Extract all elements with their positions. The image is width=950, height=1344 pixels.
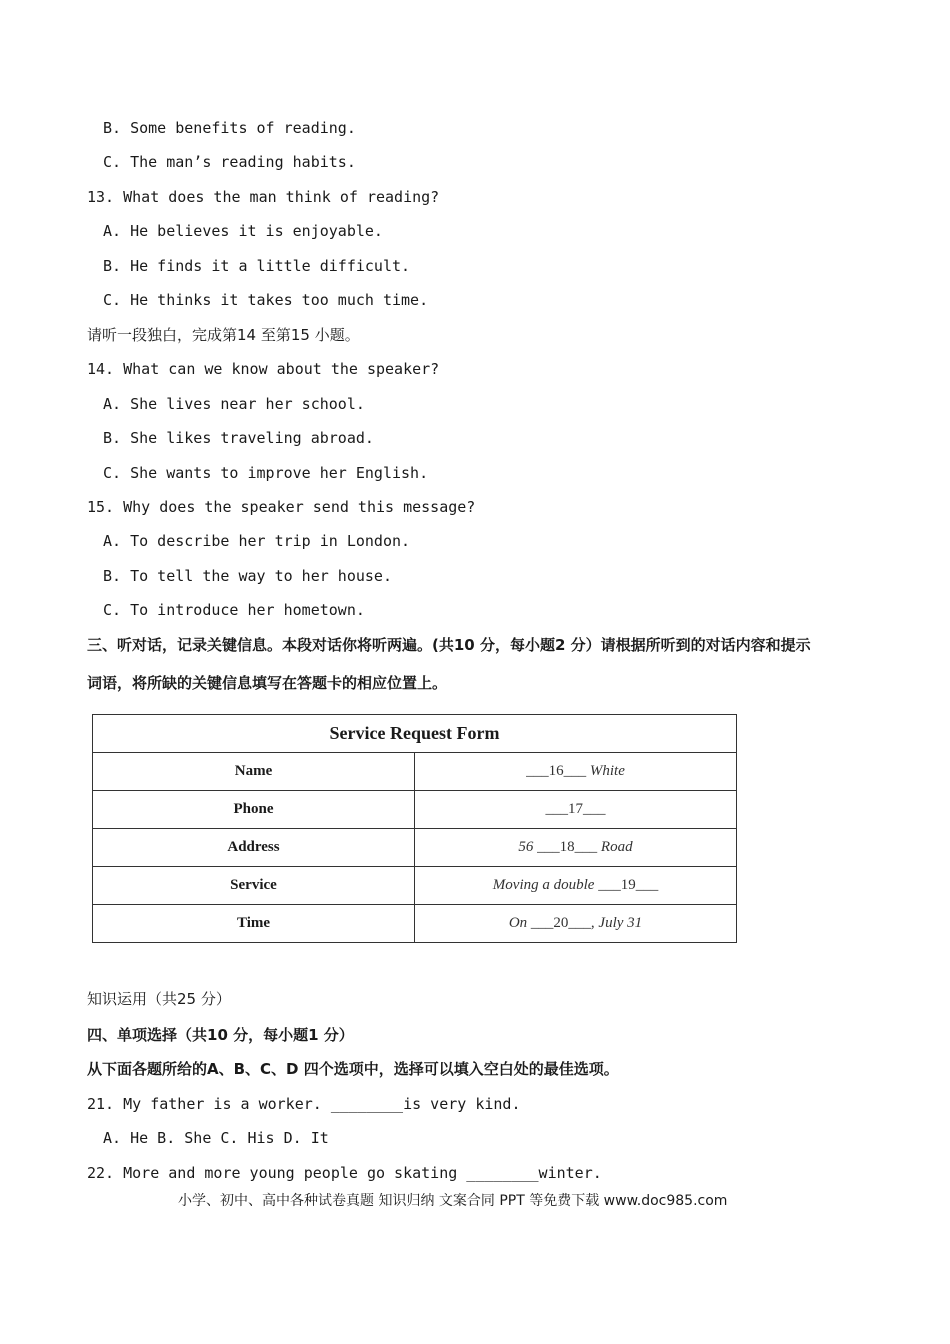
text-line: 22. More and more young people go skating ________winter.: [87, 1164, 602, 1182]
text-line: 四、单项选择（共10 分，每小题1 分）: [87, 1026, 354, 1044]
text-line: B. Some benefits of reading.: [103, 119, 356, 137]
text-line: C. To introduce her hometown.: [103, 601, 365, 619]
text-line: B. She likes traveling abroad.: [103, 429, 374, 447]
text-line: C. She wants to improve her English.: [103, 464, 429, 482]
blank-number: 16: [548, 763, 564, 779]
form-row: [93, 905, 737, 943]
form-row: [93, 867, 737, 905]
form-value: [415, 905, 737, 943]
blank-number: 18: [559, 839, 575, 855]
form-row: [93, 753, 737, 791]
form-value: [415, 753, 737, 791]
service-request-form: [92, 714, 737, 943]
text-line: 14. What can we know about the speaker?: [87, 360, 440, 378]
value-suffix: ___ Road: [574, 839, 633, 855]
form-label: Time: [93, 905, 415, 943]
value-prefix: On ___: [508, 915, 554, 931]
text-line: A. He B. She C. His D. It: [103, 1129, 329, 1147]
text-line: B. To tell the way to her house.: [103, 567, 392, 585]
value-prefix: Moving a double ___: [492, 877, 621, 893]
text-line: 从下面各题所给的A、B、C、D 四个选项中，选择可以填入空白处的最佳选项。: [87, 1060, 619, 1078]
form-title: Service Request Form: [93, 715, 737, 753]
text-line: C. He thinks it takes too much time.: [103, 291, 429, 309]
text-line: B. He finds it a little difficult.: [103, 257, 411, 275]
form-value: [415, 791, 737, 829]
blank-number: 19: [620, 877, 636, 893]
text-line: 词语，将所缺的关键信息填写在答题卡的相应位置上。: [87, 674, 448, 692]
blank-number: 17: [568, 801, 583, 817]
text-line: 15. Why does the speaker send this message?: [87, 498, 476, 516]
value-prefix: 56 ___: [518, 839, 560, 855]
value-prefix: ___: [545, 801, 568, 817]
text-line: A. She lives near her school.: [103, 395, 365, 413]
form-value: [415, 829, 737, 867]
form-label: Address: [93, 829, 415, 867]
footer-text: 小学、初中、高中各种试卷真题 知识归纳 文案合同 PPT 等免费下载 www.doc985.com: [178, 1193, 728, 1209]
text-line: 21. My father is a worker. ________is very kind.: [87, 1095, 521, 1113]
text-line: 三、听对话，记录关键信息。本段对话你将听两遍。(共10 分，每小题2 分）请根据所听到的对话内容和提示: [87, 636, 811, 654]
value-suffix: ___ White: [563, 763, 625, 779]
form-label: Service: [93, 867, 415, 905]
text-line: C. The man’s reading habits.: [103, 153, 356, 171]
text-line: 请听一段独白，完成第14 至第15 小题。: [87, 326, 360, 344]
text-line: A. He believes it is enjoyable.: [103, 222, 383, 240]
value-suffix: ___: [583, 801, 606, 817]
text-line: 13. What does the man think of reading?: [87, 188, 440, 206]
text-line: 知识运用（共25 分）: [87, 990, 231, 1008]
form-row: [93, 791, 737, 829]
value-prefix: ___: [526, 763, 549, 779]
form-label: Phone: [93, 791, 415, 829]
form-value: [415, 867, 737, 905]
blank-number: 20: [553, 915, 569, 931]
form-label: Name: [93, 753, 415, 791]
value-suffix: ___, July 31: [568, 915, 643, 931]
form-row: [93, 829, 737, 867]
value-suffix: ___: [635, 877, 659, 893]
text-line: A. To describe her trip in London.: [103, 532, 411, 550]
